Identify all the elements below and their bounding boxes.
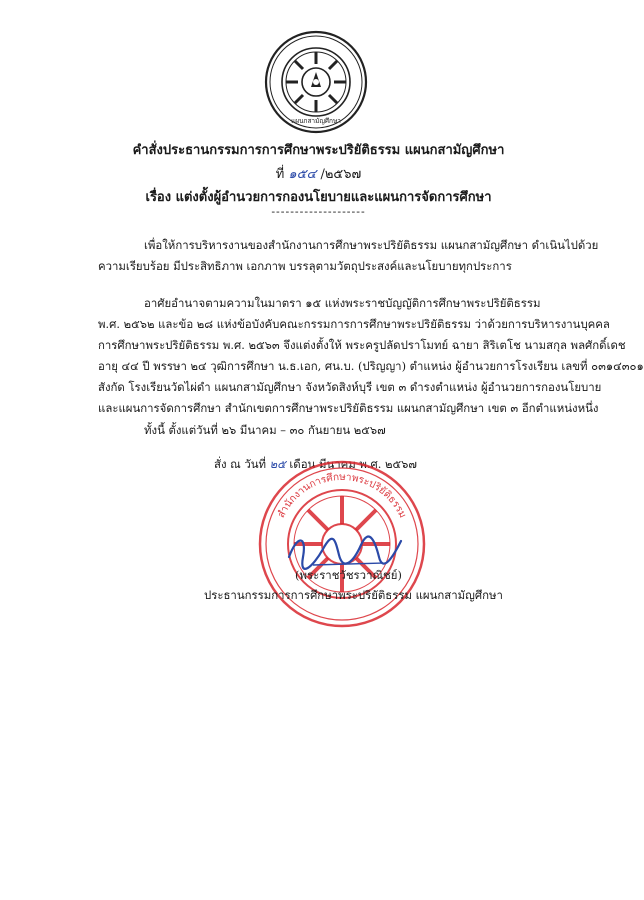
section-divider: --------------------	[271, 205, 366, 218]
paragraph-line: อายุ ๔๔ ปี พรรษา ๒๔ วุฒิการศึกษา น.ธ.เอก, ศน.บ. (ปริญญา) ตำแหน่ง ผู้อำนวยการโรงเรียน เลขที่ ๐๓๑๔๓๐๑	[98, 359, 644, 373]
document-title: คำสั่งประธานกรรมการการศึกษาพระปริยัติธรรม แผนกสามัญศึกษา	[132, 143, 505, 158]
paragraph-line: และแผนการจัดการศึกษา สำนักเขตการศึกษาพระปริยัติธรรม แผนกสามัญศึกษา เขต ๓ อีกตำแหน่งหนึ่ง	[98, 401, 599, 415]
stamp-text: สำนักงานการศึกษาพระปริยัติธรรม	[275, 471, 409, 520]
paragraph-purpose	[98, 235, 599, 277]
seal-top-text: แผนกสามัญศึกษา	[291, 117, 341, 125]
effective-period: ทั้งนี้ ตั้งแต่วันที่ ๒๖ มีนาคม – ๓๐ กันยายน ๒๕๖๗	[144, 423, 386, 437]
order-date-day: ๒๕	[269, 457, 286, 471]
order-number	[0, 163, 637, 184]
paragraph-line: อาศัยอำนาจตามความในมาตรา ๑๕ แห่งพระราชบัญญัติการศึกษาพระปริยัติธรรม	[144, 296, 541, 310]
paragraph-line: สังกัด โรงเรียนวัดไผ่ดำ แผนกสามัญศึกษา จังหวัดสิงห์บุรี เขต ๓ ดำรงตำแหน่ง ผู้อำนวยการกองนโยบาย	[98, 380, 602, 394]
organization-seal-icon	[264, 30, 368, 134]
order-date-prefix: สั่ง ณ วันที่	[214, 457, 267, 471]
order-date-rest: เดือน มีนาคม พ.ศ. ๒๕๖๗	[289, 457, 417, 471]
signer-position: ประธานกรรมการการศึกษาพระปริยัติธรรม แผนกสามัญศึกษา	[204, 588, 503, 602]
order-number-suffix: /๒๕๖๗	[320, 167, 362, 182]
order-number-prefix: ที่	[275, 167, 285, 182]
paragraph-line: การศึกษาพระปริยัติธรรม พ.ศ. ๒๕๖๓ จึงแต่งตั้งให้ พระครูปลัดปราโมทย์ ฉายา สิริเตโช นามสกุล พลศักดิ์เดช	[98, 338, 626, 352]
order-number-handwritten: ๑๕๔	[288, 167, 317, 182]
paragraph-line: พ.ศ. ๒๕๖๒ และข้อ ๒๘ แห่งข้อบังคับคณะกรรมการการศึกษาพระปริยัติธรรม ว่าด้วยการบริหารงานบุคคล	[98, 317, 610, 331]
paragraph-line: เพื่อให้การบริหารงานของสำนักงานการศึกษาพระปริยัติธรรม แผนกสามัญศึกษา ดำเนินไปด้วย	[144, 238, 599, 252]
paragraph-line: ความเรียบร้อย มีประสิทธิภาพ เอกภาพ บรรลุตามวัตถุประสงค์และนโยบายทุกประการ	[98, 259, 512, 273]
signer-name: (พระราชวัชรวาณิชย์)	[295, 568, 402, 582]
paragraph-appointment	[98, 293, 644, 419]
document-subject: เรื่อง แต่งตั้งผู้อำนวยการกองนโยบายและแผนการจัดการศึกษา	[145, 190, 492, 205]
